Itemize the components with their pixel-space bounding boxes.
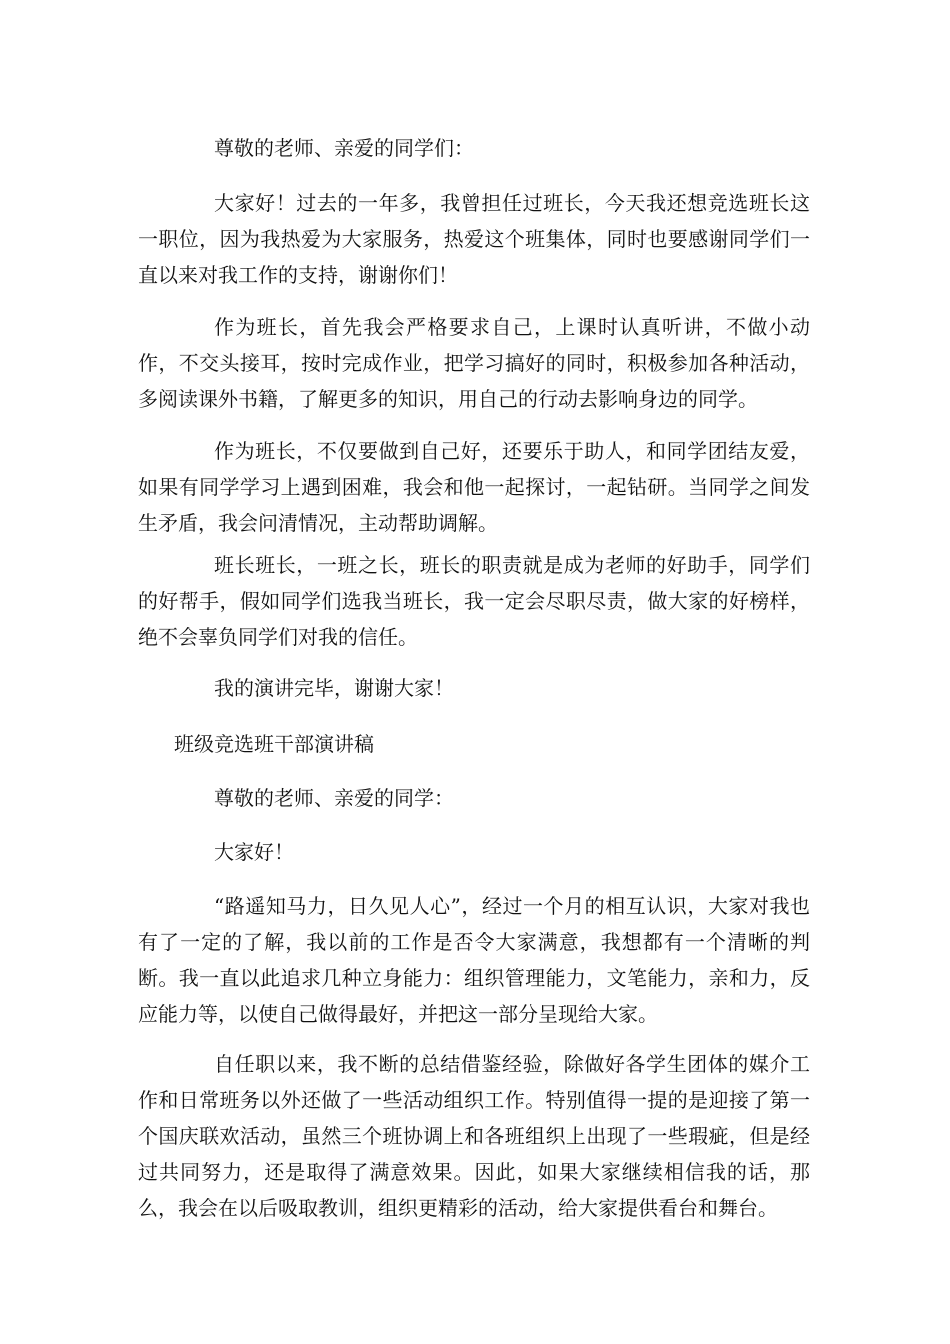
paragraph-self-discipline: 作为班长，首先我会严格要求自己，上课时认真听讲，不做小动作，不交头接耳，按时完成作业，把学习搞好的同时，积极参加各种活动，多阅读课外书籍，了解更多的知识，用自己的行动去影响身边的同学。 bbox=[138, 315, 810, 411]
paragraph-experience: 自任职以来，我不断的总结借鉴经验，除做好各学生团体的媒介工作和日常班务以外还做了一些活动组织工作。特别值得一提的是迎接了第一个国庆联欢活动，虽然三个班协调上和各班组织上出现了一些瑕疵，但是经过共同努力，还是取得了满意效果。因此，如果大家继续相信我的话，那么，我会在以后吸取教训，组织更精彩的活动，给大家提供看台和舞台。 bbox=[138, 1052, 810, 1220]
paragraph-greeting: 大家好！过去的一年多，我曾担任过班长，今天我还想竞选班长这一职位，因为我热爱为大家服务，热爱这个班集体，同时也要感谢同学们一直以来对我工作的支持，谢谢你们！ bbox=[138, 191, 810, 287]
paragraph-quote: “路遥知马力，日久见人心”，经过一个月的相互认识，大家对我也有了一定的了解，我以前的工作是否令大家满意，我想都有一个清晰的判断。我一直以此追求几种立身能力：组织管理能力，文笔能力，亲和力，反应能力等，以使自己做得最好，并把这一部分呈现给大家。 bbox=[138, 894, 810, 1026]
section-title: 班级竞选班干部演讲稿 bbox=[174, 732, 374, 756]
greeting-second: 大家好！ bbox=[214, 840, 294, 864]
paragraph-helping-others: 作为班长，不仅要做到自己好，还要乐于助人，和同学团结友爱，如果有同学学习上遇到困难，我会和他一起探讨，一起钻研。当同学之间发生矛盾，我会问清情况，主动帮助调解。 bbox=[138, 439, 810, 535]
salutation: 尊敬的老师、亲爱的同学们： bbox=[214, 136, 474, 160]
salutation-second: 尊敬的老师、亲爱的同学： bbox=[214, 786, 454, 810]
paragraph-monitor-duty: 班长班长，一班之长，班长的职责就是成为老师的好助手，同学们的好帮手，假如同学们选我当班长，我一定会尽职尽责，做大家的好榜样，绝不会辜负同学们对我的信任。 bbox=[138, 553, 810, 649]
paragraph-closing: 我的演讲完毕，谢谢大家！ bbox=[214, 676, 454, 700]
